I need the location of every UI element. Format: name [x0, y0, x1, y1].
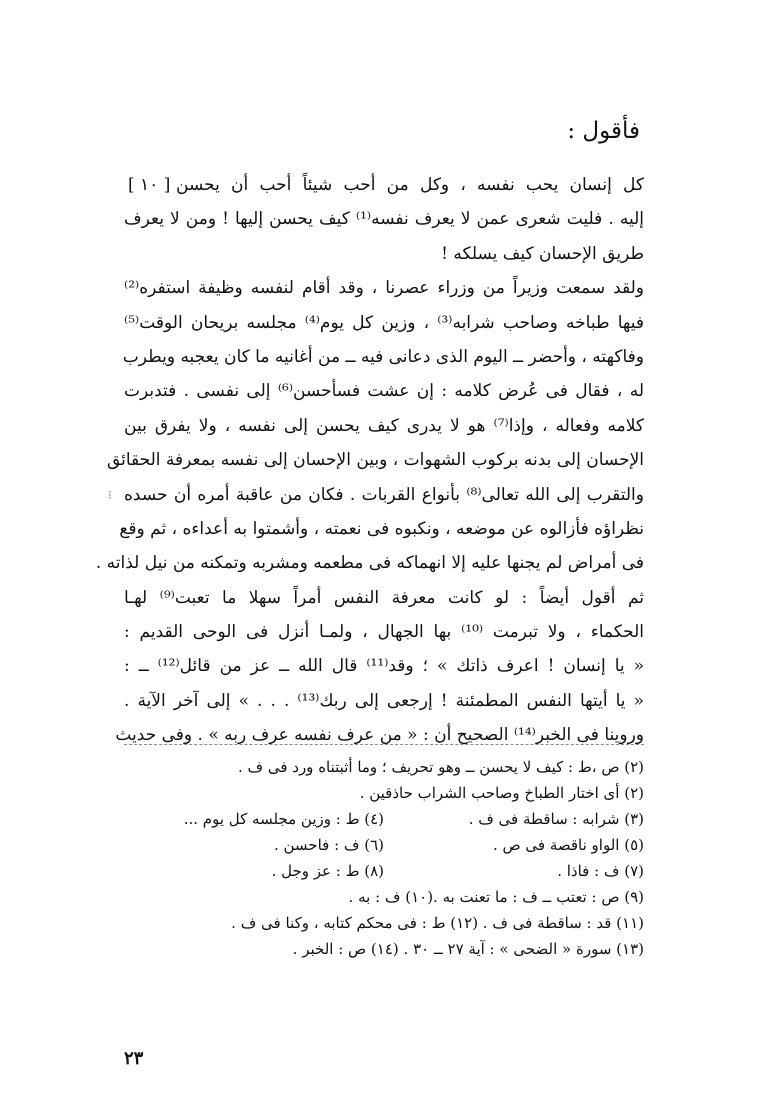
text-line: طريق الإحسان كيف يسلكه !	[441, 243, 644, 264]
margin-mark: ⁝	[108, 488, 112, 502]
text-line: نظراؤه فأزالوه عن موضعه ، ونكبوه فى نعمته ، وأشمتوا به أعداءه ، ثم وقع	[119, 518, 644, 539]
footnote: (٤) ط : وزين مجلسه كل يوم ...	[183, 810, 384, 828]
footnote-row	[124, 936, 644, 962]
footnote: (٧) ف : فاذا .	[557, 862, 644, 880]
text-line: الحكماء ، ولا تبرمت ⁽¹⁰⁾ بها الجهال ، ولمـا أنزل فى الوحى القديم :	[124, 622, 644, 643]
footnote: (٦) ف : فاحسن .	[273, 836, 384, 854]
footnote: (١١) قد : ساقطة فى ف . (١٢) ط : فى محكم كتابه ، وكنا فى ف .	[231, 914, 644, 932]
footnote-row	[124, 780, 644, 806]
footnotes	[124, 754, 644, 962]
text-line: ولقد سمعت وزيراً من وزراء عصرنا ، وقد أقام لنفسه وظيفة استفره⁽²⁾	[124, 278, 644, 299]
footnote-row	[124, 806, 644, 832]
footnote: (٢) أى اختار الطباخ وصاحب الشراب حاذقين .	[359, 784, 644, 802]
text-line: وفاكهته ، وأحضر ــ اليوم الذى دعانى فيه ــ من أغانيه ما كان يعجبه ويطرب	[122, 346, 644, 367]
footnote: (٣) شرابه : ساقطة فى ف .	[468, 810, 644, 828]
footnote: (٨) ط : عز وجل .	[271, 862, 384, 880]
text-line: فى أمراض لم يجنها عليه إلا انهماكه فى مطعمه ومشربه وتمكنه من نيل لذاته .	[95, 553, 644, 574]
text-line: والتقرب إلى الله تعالى⁽⁸⁾ بأنواع القربات . فكان من عاقبة أمره أن حسده	[124, 484, 644, 505]
footnote-separator	[124, 744, 644, 745]
footnote: (١٣) سورة « الضحى » : آية ٢٧ ــ ٣٠ . (١٤) ص : الخبر .	[292, 940, 644, 958]
text-line: وروينا فى الخبر⁽¹⁴⁾ الصحيح أن : « من عرف نفسه عرف ربه » . وفى حديث	[115, 725, 644, 746]
page-number: ٢٣	[124, 1048, 144, 1069]
footnote-row	[124, 832, 644, 858]
main-text	[95, 168, 645, 753]
text-line: إليه . فليت شعرى عمن لا يعرف نفسه⁽¹⁾ كيف يحسن إليها ! ومن لا يعرف	[124, 209, 644, 230]
text-line: له ، فقال فى عُرض كلامه : إن عشت فسأحسن⁽⁶⁾ إلى نفسى . فتدبرت	[124, 381, 644, 402]
footnote-row	[124, 858, 644, 884]
text-line: فيها طباخه وصاحب شرابه⁽³⁾ ، وزين كل يوم⁽⁴⁾ مجلسه بريحان الوقت⁽⁵⁾	[124, 312, 644, 333]
footnote: (٢) ص ،ط : كيف لا يحسن ــ وهو تحريف ؛ وما أثبتناه ورد فى ف .	[237, 758, 644, 776]
footnote: (٥) الواو ناقصة فى ص .	[492, 836, 644, 854]
footnote: (٩) ص : تعتب ــ ف : ما تعنت به .(١٠) ف : به .	[348, 888, 644, 906]
text-line: كلامه وفعاله ، وإذا⁽⁷⁾ هو لا يدرى كيف يحسن إلى نفسه ، ولا يفرق بين	[124, 415, 645, 436]
text-line: كل إنسان يحب نفسه ، وكل من أحب شيئاً أحب أن يحسن	[176, 175, 644, 195]
footnote-row	[124, 884, 644, 910]
paragraph-marker: [ ١٠ ]	[128, 175, 171, 195]
text-line: « يا إنسان ! اعرف ذاتك » ؛ وقد⁽¹¹⁾ قال الله ــ عز من قائل⁽¹²⁾ ــ :	[124, 656, 645, 677]
text-line: ثم أقول أيضاً : لو كانت معرفة النفس أمراً سهلا ما تعبت⁽⁹⁾ لهـا	[124, 587, 644, 608]
section-heading: فأقول :	[567, 118, 640, 144]
footnote-row	[124, 910, 644, 936]
footnote-row	[124, 754, 644, 780]
text-line: الإحسان إلى بدنه بركوب الشهوات ، وبين الإحسان إلى نفسه بمعرفة الحقائق	[106, 450, 644, 471]
text-line: « يا أيتها النفس المطمئنة ! إرجعى إلى ربك⁽¹³⁾ . . . » إلى آخر الآية .	[124, 690, 644, 711]
